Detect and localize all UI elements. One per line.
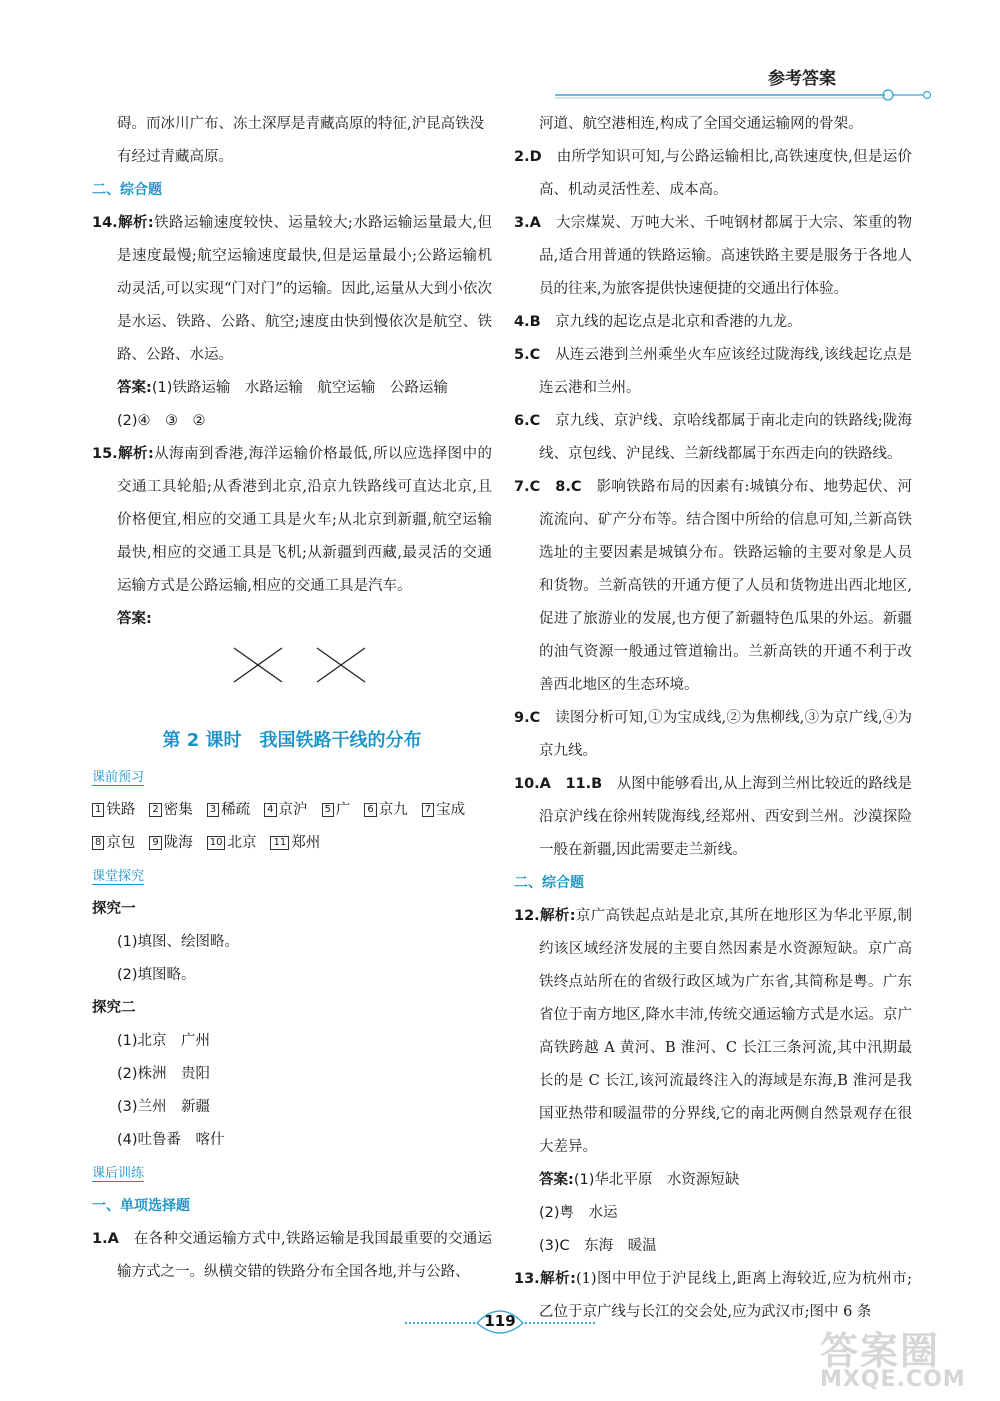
section-heading: 二、综合题 [514, 875, 584, 891]
term-number: 7 [422, 803, 434, 817]
section-heading: 一、单项选择题 [92, 1198, 190, 1214]
question-3 [514, 207, 912, 306]
term-number: 10 [207, 836, 226, 850]
term-item [364, 802, 407, 818]
question-text: 京广高铁起点站是北京,其所在地形区为华北平原,制约该区域经济发展的主要自然因素是水资源短缺。京广高铁终点站所在的省级行政区域为广东省,其简称是粤。广东省位于南方地区,降水丰沛,传统交通运输方式是水运。京广高铁跨越 A 黄河、B 淮河、C 长江三条河流,其中汛期最长的是 C 长江,该河流最终注入的海域是东海,B 淮河是我国亚热带和暖温带的分界线,它的南北两侧自然景观存在很大差异。 [539, 908, 912, 1155]
question-4 [514, 306, 912, 339]
term-item [322, 802, 351, 818]
answer-line: (2)④ ③ ② [117, 413, 206, 429]
answer-text: (1)华北平原 水资源短缺 [573, 1172, 740, 1188]
page-number: 119 [484, 1312, 516, 1330]
section-heading: 二、综合题 [92, 182, 162, 198]
inquiry-line: (4)吐鲁番 喀什 [117, 1132, 225, 1148]
term-text: 郑州 [291, 835, 321, 851]
answer-line: (3)C 东海 暖温 [539, 1238, 657, 1254]
answer-line: (2)粤 水运 [539, 1205, 618, 1221]
inquiry-heading: 探究二 [92, 1000, 136, 1016]
question-15 [92, 438, 492, 603]
question-text: (1)图中甲位于沪昆线上,距离上海较近,应为杭州市;乙位于京广线与长江的交会处,应为武汉市;图中 6 条 [539, 1271, 912, 1320]
question-10-11 [514, 768, 912, 867]
question-text: 读图分析可知,①为宝成线,②为焦柳线,③为京广线,④为京九线。 [539, 710, 913, 759]
term-text: 铁路 [106, 802, 136, 818]
inquiry-line: (1)北京 广州 [117, 1033, 211, 1049]
subsection-after: 课后训练 [92, 1166, 145, 1181]
question-label: 9.C [514, 710, 541, 726]
watermark-line-1: 答案圈 [820, 1329, 941, 1373]
term-item [92, 802, 135, 818]
question-label: 13.解析: [514, 1271, 576, 1287]
question-text: 大宗煤炭、万吨大米、千吨钢材都属于大宗、笨重的物品,适合用普通的铁路运输。高速铁路主要是服务于各地人员的往来,为旅客提供快速便捷的交通出行体验。 [539, 215, 913, 297]
question-label: 14.解析: [92, 215, 154, 231]
term-text: 陇海 [163, 835, 193, 851]
term-text: 宝成 [436, 802, 466, 818]
watermark-line-2: MXQE.COM [820, 1367, 966, 1392]
question-12 [514, 900, 912, 1164]
answer-diagram [92, 636, 492, 716]
question-label: 6.C [514, 413, 541, 429]
subsection-preview: 课前预习 [92, 770, 145, 785]
question-label: 5.C [514, 347, 541, 363]
question-text: 京九线的起讫点是北京和香港的九龙。 [555, 314, 802, 330]
term-number: 9 [149, 836, 161, 850]
header-decoration [555, 88, 935, 102]
left-column [92, 108, 492, 1289]
term-number: 2 [149, 803, 161, 817]
question-text: 从图中能够看出,从上海到兰州比较近的路线是沿京沪线在徐州转陇海线,经郑州、西安到兰州。沙漠探险一般在新疆,因此需要走兰新线。 [539, 776, 913, 858]
question-label: 15.解析: [92, 446, 154, 462]
term-text: 密集 [163, 802, 193, 818]
term-text: 北京 [227, 835, 257, 851]
question-label: 12.解析: [514, 908, 576, 924]
cross-marks [232, 646, 372, 686]
answer-line [92, 372, 492, 405]
question-7-8 [514, 471, 912, 702]
question-14 [92, 207, 492, 372]
preview-terms-row-2 [92, 827, 492, 860]
term-item [92, 835, 135, 851]
site-watermark [820, 1320, 990, 1392]
subsection-class: 课堂探究 [92, 869, 145, 884]
inquiry-heading: 探究一 [92, 901, 136, 917]
term-item [264, 802, 307, 818]
answer-label: 答案: [539, 1172, 574, 1188]
term-item [270, 835, 320, 851]
inquiry-line: (2)株洲 贵阳 [117, 1066, 211, 1082]
term-number: 11 [270, 836, 289, 850]
term-item [207, 802, 250, 818]
question-2 [514, 141, 912, 207]
preview-terms-row-1 [92, 794, 492, 827]
term-item [422, 802, 465, 818]
term-number: 8 [92, 836, 104, 850]
question-label: 2.D [514, 149, 542, 165]
answer-label: 答案: [117, 380, 152, 396]
right-column [514, 108, 912, 1329]
question-text: 京九线、京沪线、京哈线都属于南北走向的铁路线;陇海线、京包线、沪昆线、兰新线都属于东西走向的铁路线。 [539, 413, 913, 462]
text-line: 河道、航空港相连,构成了全国交通运输网的骨架。 [539, 116, 863, 132]
question-text: 从海南到香港,海洋运输价格最低,所以应选择图中的交通工具轮船;从香港到北京,沿京九铁路线可直达北京,且价格便宜,相应的交通工具是火车;从北京到新疆,航空运输最快,相应的交通工具是飞机;从新疆到西藏,最灵活的交通运输方式是公路运输,相应的交通工具是汽车。 [117, 446, 492, 594]
term-number: 6 [364, 803, 376, 817]
term-item [149, 802, 192, 818]
inquiry-line: (1)填图、绘图略。 [117, 934, 240, 950]
text-line: 碍。而冰川广布、冻土深厚是青藏高原的特征,沪昆高铁没 [117, 116, 485, 132]
answer-label: 答案: [117, 611, 152, 627]
question-6 [514, 405, 912, 471]
term-number: 1 [92, 803, 104, 817]
answer-text: (1)铁路运输 水路运输 航空运输 公路运输 [151, 380, 448, 396]
answer-line [92, 603, 492, 636]
term-item [149, 835, 192, 851]
term-text: 稀疏 [221, 802, 251, 818]
term-text: 京九 [378, 802, 408, 818]
inquiry-line: (3)兰州 新疆 [117, 1099, 211, 1115]
term-number: 5 [322, 803, 334, 817]
question-label: 10.A 11.B [514, 776, 603, 792]
question-label: 7.C 8.C [514, 479, 582, 495]
question-label: 1.A [92, 1231, 119, 1247]
question-9 [514, 702, 912, 768]
lesson-title: 第 2 课时 我国铁路干线的分布 [162, 730, 422, 751]
text-line: 有经过青藏高原。 [117, 149, 233, 165]
term-text: 京沪 [278, 802, 308, 818]
term-number: 3 [207, 803, 219, 817]
question-text: 由所学知识可知,与公路运输相比,高铁速度快,但是运价高、机动灵活性差、成本高。 [539, 149, 913, 198]
term-number: 4 [264, 803, 276, 817]
question-label: 4.B [514, 314, 541, 330]
header-title: 参考答案 [768, 69, 836, 89]
term-item [207, 835, 257, 851]
inquiry-line: (2)填图略。 [117, 967, 196, 983]
answer-line [514, 1164, 912, 1197]
term-text: 广 [335, 802, 351, 818]
question-text: 在各种交通运输方式中,铁路运输是我国最重要的交通运输方式之一。纵横交错的铁路分布全国各地,并与公路、 [117, 1231, 492, 1280]
question-label: 3.A [514, 215, 541, 231]
question-5 [514, 339, 912, 405]
question-text: 影响铁路布局的因素有:城镇分布、地势起伏、河流流向、矿产分布等。结合图中所给的信息可知,兰新高铁选址的主要因素是城镇分布。铁路运输的主要对象是人员和货物。兰新高铁的开通方便了人员和货物进出西北地区,促进了旅游业的发展,也方便了新疆特色瓜果的外运。新疆的油气资源一般通过管道输出。兰新高铁的开通不利于改善西北地区的生态环境。 [539, 479, 913, 693]
term-text: 京包 [106, 835, 136, 851]
question-1 [92, 1223, 492, 1289]
question-text: 铁路运输速度较快、运量较大;水路运输运量最大,但是速度最慢;航空运输速度最快,但是运量最小;公路运输机动灵活,可以实现“门对门”的运输。因此,运量从大到小依次是水运、铁路、公路、航空;速度由快到慢依次是航空、铁路、公路、水运。 [117, 215, 492, 363]
question-text: 从连云港到兰州乘坐火车应该经过陇海线,该线起讫点是连云港和兰州。 [539, 347, 912, 396]
